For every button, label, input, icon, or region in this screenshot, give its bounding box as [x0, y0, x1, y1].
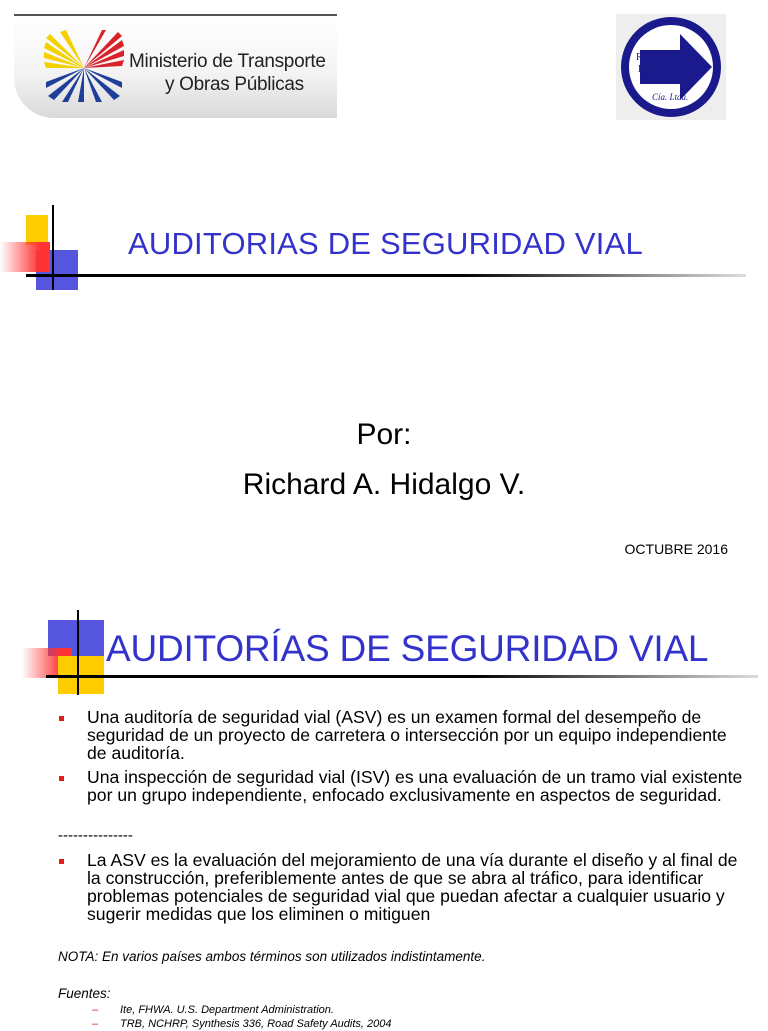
presenter-label: Por: [356, 418, 412, 451]
ministry-line-2: y Obras Públicas [165, 74, 304, 95]
rhv-company-logo [616, 14, 726, 120]
sources-list [92, 1003, 391, 1031]
bullet-list [58, 708, 748, 810]
bullet-item: Una inspección de seguridad vial (ISV) es una evaluación de un tramo vial existente por un grupo independiente, enfocado exclusivamente en aspectos de seguridad. [58, 768, 748, 804]
ministry-name [129, 50, 326, 96]
slide-title: AUDITORIAS DE SEGURIDAD VIAL [128, 226, 643, 261]
presentation-date: OCTUBRE 2016 [624, 541, 728, 557]
rhv-letter-v: V [640, 76, 648, 87]
source-item: – Ite, FHWA. U.S. Department Administration. [92, 1003, 391, 1017]
deco-red-band [0, 242, 50, 272]
title-rule [26, 274, 746, 277]
author-name: Richard A. Hidalgo V. [242, 468, 526, 501]
deco-vertical-line [77, 610, 79, 695]
bullet-item: Una auditoría de seguridad vial (ASV) es un examen formal del desempeño de seguridad de un proyecto de carretera o intersección por un equipo independiente de auditoría. [58, 708, 748, 762]
sources-label: Fuentes: [58, 986, 111, 1001]
title-rule [46, 675, 758, 678]
bullet-list-2 [58, 851, 748, 929]
rhv-letter-r: R [636, 52, 643, 63]
rhv-letter-h: H [638, 64, 646, 75]
deco-vertical-line [52, 205, 54, 290]
bullet-item: La ASV es la evaluación del mejoramiento de una vía durante el diseño y al final de la construcción, preferiblemente antes de que se abra al tráfico, para identificar problemas potenciales de seguridad vial que puedan afectar a cualquier usuario y sugerir medidas que los eliminen o mitiguen [58, 851, 748, 923]
ministry-logo-banner [14, 14, 337, 118]
rhv-tag: Cía. Ltda. [652, 92, 689, 102]
deco-yellow-square [26, 215, 48, 245]
separator: --------------- [58, 827, 133, 844]
source-item: – TRB, NCHRP, Synthesis 336, Road Safety Audits, 2004 [92, 1017, 391, 1031]
note: NOTA: En varios países ambos términos son utilizados indistintamente. [58, 949, 486, 964]
ministry-line-1: Ministerio de Transporte [129, 51, 326, 72]
slide-title: AUDITORÍAS DE SEGURIDAD VIAL [106, 628, 709, 669]
ministry-emblem-icon [44, 30, 124, 102]
